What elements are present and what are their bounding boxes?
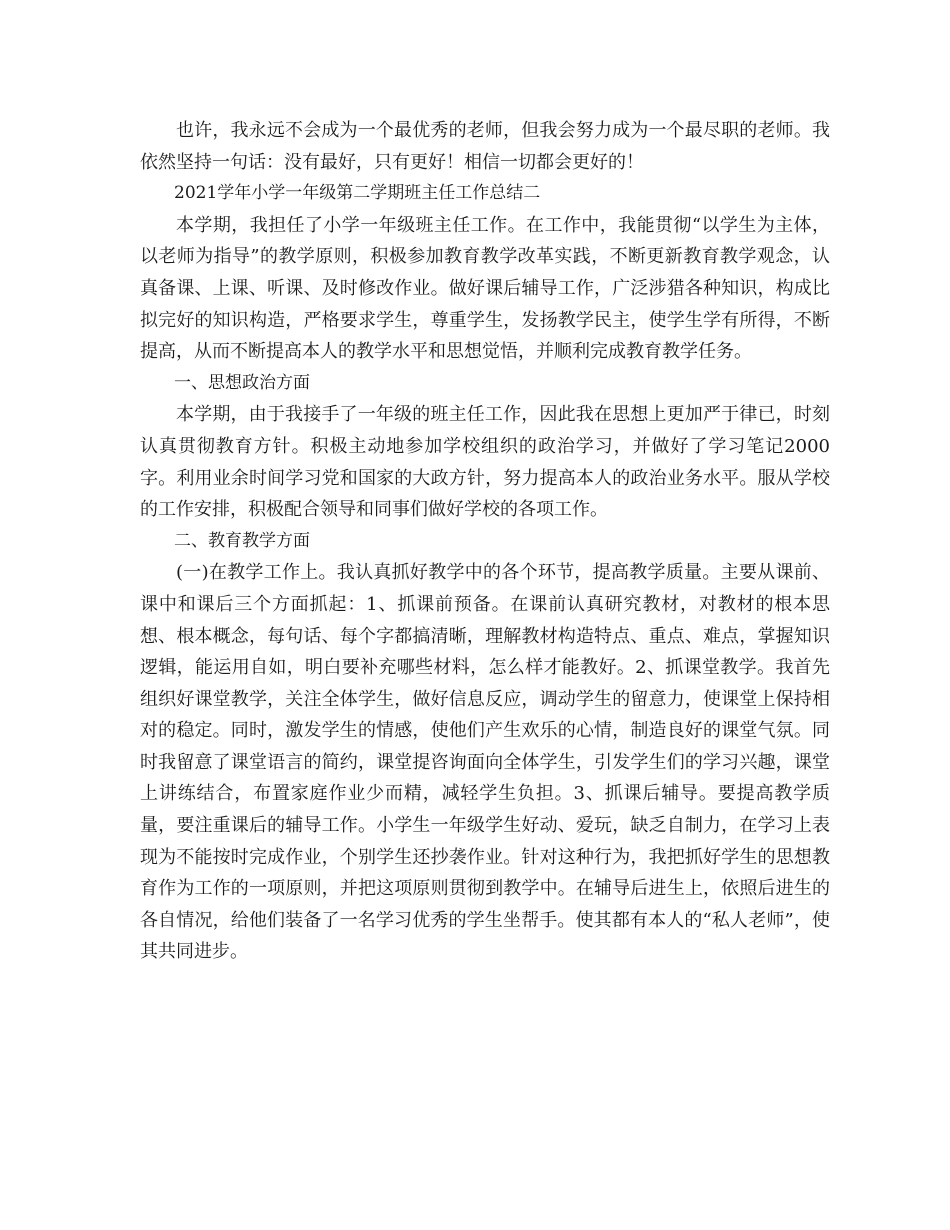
- paragraph-intro: 也许，我永远不会成为一个最优秀的老师，但我会努力成为一个最尽职的老师。我依然坚持一句话：没有最好，只有更好！相信一切都会更好的！: [140, 120, 830, 173]
- paragraph-teaching: (一)在教学工作上。我认真抓好教学中的各个环节，提高教学质量。主要从课前、课中和课后三个方面抓起：1、抓课前预备。在课前认真研究教材，对教材的根本思想、根本概念，每句话、每个字都搞清晰，理解教材构造特点、重点、难点，掌握知识逻辑，能运用自如，明白要补充哪些材料，怎么样才能教好。2、抓课堂教学。我首先组织好课堂教学，关注全体学生，做好信息反应，调动学生的留意力，使课堂上保持相对的稳定。同时，激发学生的情感，使他们产生欢乐的心情，制造良好的课堂气氛。同时我留意了课堂语言的简约，课堂提咨询面向全体学生，引发学生们的学习兴趣，课堂上讲练结合，布置家庭作业少而精，减轻学生负担。3、抓课后辅导。要提高教学质量，要注重课后的辅导工作。小学生一年级学生好动、爱玩，缺乏自制力，在学习上表现为不能按时完成作业，个别学生还抄袭作业。针对这种行为，我把抓好学生的思想教育作为工作的一项原则，并把这项原则贯彻到教学中。在辅导后进生上，依照后进生的各自情况，给他们装备了一名学习优秀的学生坐帮手。使其都有本人的“私人老师”，使其共同进步。: [140, 562, 830, 963]
- section-heading-teaching: 二、教育教学方面: [174, 530, 310, 551]
- paragraph-politics: 本学期，由于我接手了一年级的班主任工作，因此我在思想上更加严于律已，时刻认真贯彻教育方针。积极主动地参加学校组织的政治学习，并做好了学习笔记2000字。利用业余时间学习党和国家的大政方针，努力提高本人的政治业务水平。服从学校的工作安排，积极配合领导和同事们做好学校的各项工作。: [140, 404, 830, 521]
- document-subtitle: 2021学年小学一年级第二学期班主任工作总结二: [174, 183, 541, 204]
- section-heading-politics: 一、思想政治方面: [174, 372, 310, 393]
- document-page: [140, 115, 830, 968]
- paragraph-overview: 本学期，我担任了小学一年级班主任工作。在工作中，我能贯彻“以学生为主体，以老师为指导”的教学原则，积极参加教育教学改革实践，不断更新教育教学观念，认真备课、上课、听课、及时修改作业。做好课后辅导工作，广泛涉猎各种知识，构成比拟完好的知识构造，严格要求学生，尊重学生，发扬教学民主，使学生学有所得，不断提高，从而不断提高本人的教学水平和思想觉悟，并顺利完成教育教学任务。: [140, 214, 830, 363]
